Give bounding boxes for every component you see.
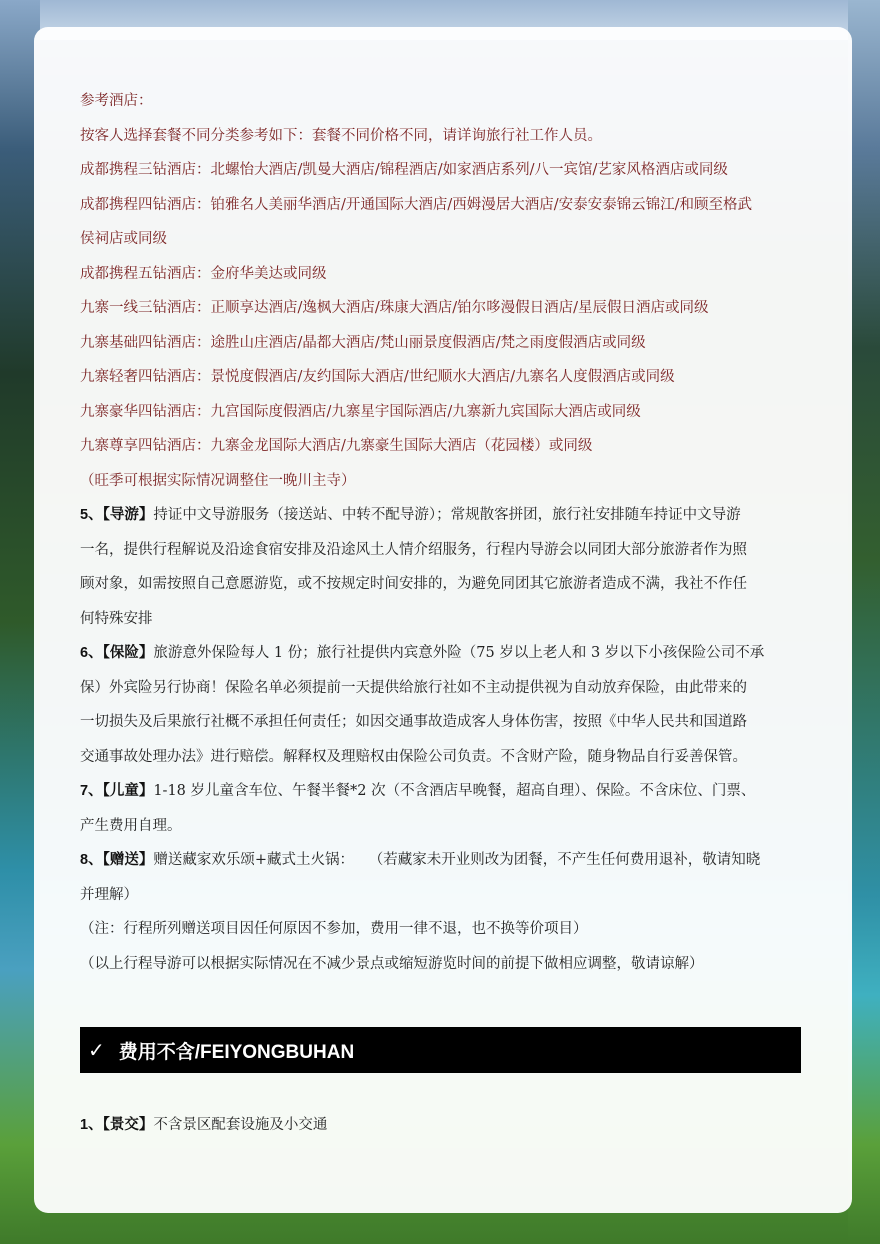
insurance-line-4: 交通事故处理办法》进行赔偿。解释权及理赔权由保险公司负责。不含财产险，随身物品自行妥善保管。 bbox=[80, 749, 747, 765]
hotel-line-6: 九寨轻奢四钻酒店：景悦度假酒店/友约国际大酒店/世纪顺水大酒店/九寨名人度假酒店或同级 bbox=[80, 369, 675, 385]
child-key: 【儿童】 bbox=[102, 782, 154, 799]
insurance-text-1: 旅游意外保险每人 1 份；旅行社提供内宾意外险（75 岁以上老人和 3 岁以下小孩保险公司不承 bbox=[153, 645, 765, 661]
guide-line-3: 顾对象，如需按照自己意愿游览，或不按规定时间安排的，为避免同团其它旅游者造成不满，我社不作任 bbox=[80, 576, 747, 592]
exclusion-text: 不含景区配套设施及小交通 bbox=[153, 1117, 328, 1133]
hotels-intro: 按客人选择套餐不同分类参考如下：套餐不同价格不同，请详询旅行社工作人员。 bbox=[80, 128, 602, 144]
insurance-line-2: 保）外宾险另行协商！保险名单必须提前一天提供给旅行社如不主动提供视为自动放弃保险，由此带来的 bbox=[80, 680, 747, 696]
exclusion-number: 1、 bbox=[80, 1117, 103, 1133]
child-line-1 bbox=[80, 774, 802, 809]
gift-note-1: （注：行程所列赠送项目因任何原因不参加，费用一律不退，也不换等价项目） bbox=[80, 921, 588, 937]
child-line-2: 产生费用自理。 bbox=[80, 818, 182, 834]
hotel-line-3: 成都携程五钻酒店：金府华美达或同级 bbox=[80, 266, 327, 282]
insurance-line-3: 一切损失及后果旅行社概不承担任何责任；如因交通事故造成客人身体伤害，按照《中华人民共和国道路 bbox=[80, 714, 747, 730]
gift-text-1b: （若藏家未开业则改为团餐，不产生任何费用退补，敬请知晓 bbox=[375, 852, 761, 868]
guide-line-1 bbox=[80, 498, 802, 533]
child-text-1: 1-18 岁儿童含车位、午餐半餐*2 次（不含酒店早晚餐，超高自理）、保险。不含床位、门票、 bbox=[153, 783, 756, 799]
section-header-fees-excluded bbox=[80, 1027, 801, 1073]
gift-number: 8、 bbox=[80, 852, 103, 868]
gift-line-1 bbox=[80, 843, 802, 878]
checkmark-icon: ✓ bbox=[88, 1038, 105, 1062]
guide-line-2: 一名，提供行程解说及沿途食宿安排及沿途风土人情介绍服务，行程内导游会以同团大部分旅游者作为照 bbox=[80, 542, 747, 558]
hotel-line-2a: 成都携程四钻酒店：铂雅名人美丽华酒店/开通国际大酒店/西姆漫居大酒店/安泰安泰锦云锦江/和顾至格武 bbox=[80, 197, 753, 213]
insurance-key: 【保险】 bbox=[102, 644, 154, 661]
hotel-line-7: 九寨豪华四钻酒店：九宫国际度假酒店/九寨星宇国际酒店/九寨新九宾国际大酒店或同级 bbox=[80, 404, 641, 420]
child-number: 7、 bbox=[80, 783, 103, 799]
hotels-heading: 参考酒店： bbox=[80, 93, 153, 109]
gift-line-2: 并理解） bbox=[80, 887, 138, 903]
hotels-note: （旺季可根据实际情况调整住一晚川主寺） bbox=[80, 473, 356, 489]
guide-number: 5、 bbox=[80, 507, 103, 523]
exclusion-key: 【景交】 bbox=[102, 1116, 154, 1133]
gift-key: 【赠送】 bbox=[102, 851, 154, 868]
section-title: 费用不含/FEIYONGBUHAN bbox=[118, 1041, 355, 1063]
gift-text-1: 赠送藏家欢乐颂+藏式土火锅： bbox=[153, 852, 354, 868]
insurance-line-1 bbox=[80, 636, 802, 671]
exclusion-line-1 bbox=[80, 1108, 802, 1143]
hotel-line-8: 九寨尊享四钻酒店：九寨金龙国际大酒店/九寨豪生国际大酒店（花园楼）或同级 bbox=[80, 438, 593, 454]
hotel-line-1: 成都携程三钻酒店：北螺怡大酒店/凯曼大酒店/锦程酒店/如家酒店系列/八一宾馆/艺家风格酒店或同级 bbox=[80, 162, 728, 178]
background-landscape-right bbox=[848, 0, 880, 1244]
insurance-number: 6、 bbox=[80, 645, 103, 661]
guide-key: 【导游】 bbox=[102, 506, 154, 523]
hotel-line-2b: 侯祠店或同级 bbox=[80, 231, 167, 247]
guide-line-4: 何特殊安排 bbox=[80, 611, 153, 627]
hotel-line-4: 九寨一线三钻酒店：正顺享达酒店/逸枫大酒店/珠康大酒店/铂尔哆漫假日酒店/星辰假日酒店或同级 bbox=[80, 300, 709, 316]
guide-text-1: 持证中文导游服务（接送站、中转不配导游）；常规散客拼团，旅行社安排随车持证中文导游 bbox=[153, 507, 741, 523]
hotel-line-5: 九寨基础四钻酒店：途胜山庄酒店/晶都大酒店/梵山丽景度假酒店/梵之雨度假酒店或同级 bbox=[80, 335, 646, 351]
gift-note-2: （以上行程导游可以根据实际情况在不减少景点或缩短游览时间的前提下做相应调整，敬请谅解） bbox=[80, 956, 704, 972]
